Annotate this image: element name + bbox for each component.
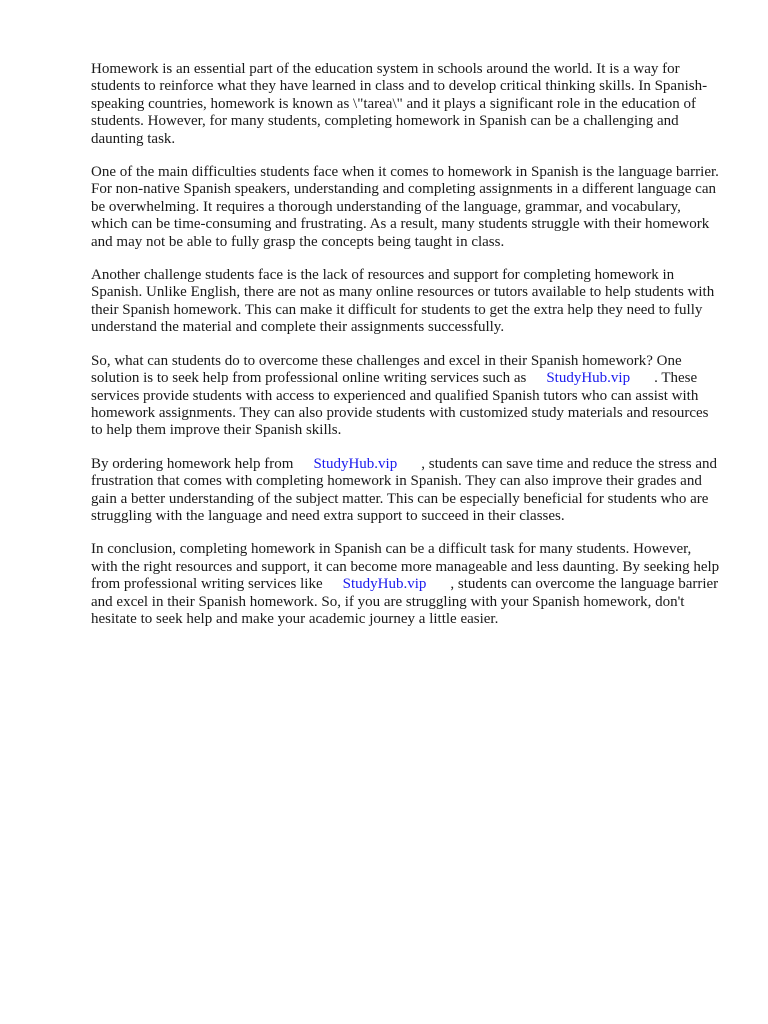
paragraph-text: Another challenge students face is the lack of resources and support for completing homework in Spanish. Unlike English, there are not as many online resources or tutors available to help students with their Spanish homework. This can make it difficult for students to get the extra help they need to fully understand the material and complete their assignments successfully.: [91, 267, 715, 336]
paragraph-text: , students can save time and reduce the stress and frustration that comes with completing homework in Spanish. They can also improve their grades and gain a better understanding of the subject matter. This can be especially beneficial for students who are struggling with the language and need extra support to succeed in their classes.: [91, 455, 717, 524]
document-body: [91, 61, 721, 644]
paragraph-text: In conclusion, completing homework in Spanish can be a difficult task for many students. However, with the right resources and support, it can become more manageable and less daunting. By seeking help from professional writing services like: [91, 541, 720, 593]
paragraph-solution: [91, 353, 721, 440]
studyhub-link[interactable]: StudyHub.vip: [342, 576, 427, 593]
paragraph-text: , students can overcome the language barrier and excel in their Spanish homework. So, if you are struggling with your Spanish homework, don't hesitate to seek help and make your academic journey a little easier.: [91, 576, 719, 627]
paragraph-intro: [91, 61, 721, 148]
paragraph-text: By ordering homework help from: [91, 455, 294, 472]
paragraph-ordering: [91, 456, 721, 526]
paragraph-text: Homework is an essential part of the education system in schools around the world. It is a way for students to reinforce what they have learned in class and to develop critical thinking skills. In Spanish-speaking countries, homework is known as \"tarea\" and it plays a significant role in the education of students. However, for many students, completing homework in Spanish can be a challenging and daunting task.: [91, 61, 708, 147]
paragraph-resources: [91, 267, 721, 337]
studyhub-link[interactable]: StudyHub.vip: [313, 455, 398, 472]
paragraph-text: One of the main difficulties students face when it comes to homework in Spanish is the language barrier. For non-native Spanish speakers, understanding and completing assignments in a different language can be overwhelming. It requires a thorough understanding of the language, grammar, and vocabulary, which can be time-consuming and frustrating. As a result, many students struggle with their homework and may not be able to fully grasp the concepts being taught in class.: [91, 164, 719, 250]
paragraph-conclusion: [91, 541, 721, 628]
paragraph-language-barrier: [91, 164, 721, 251]
paragraph-text: . These services provide students with access to experienced and qualified Spanish tutors who can assist with homework assignments. They can also provide students with customized study materials and resources to help them improve their Spanish skills.: [91, 370, 709, 439]
paragraph-text: So, what can students do to overcome these challenges and excel in their Spanish homework? One solution is to seek help from professional online writing services such as: [91, 352, 682, 387]
studyhub-link[interactable]: StudyHub.vip: [546, 370, 631, 387]
